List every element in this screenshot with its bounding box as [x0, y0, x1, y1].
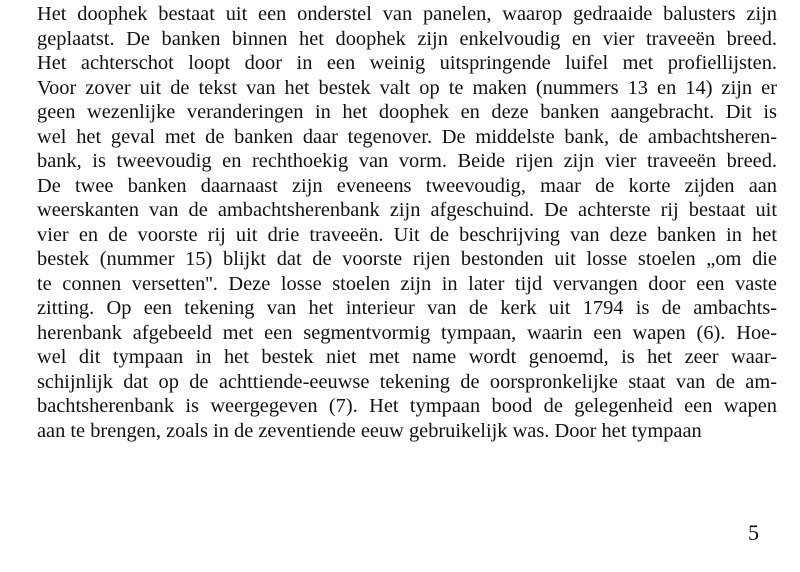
text-line: bank, is tweevoudig en rechthoekig van vorm. Beide rijen zijn vier traveeën breed.: [37, 150, 777, 172]
text-line: geen wezenlijke veranderingen in het doophek en deze banken aangebracht. Dit is: [37, 101, 777, 123]
page-number: 5: [748, 520, 759, 545]
text-line: Het doophek bestaat uit een onderstel van panelen, waarop gedraaide balusters zijn: [37, 3, 777, 25]
text-line: weerskanten van de ambachtsherenbank zijn afgeschuind. De achterste rij bestaat uit: [37, 199, 777, 221]
body-text: [37, 2, 777, 443]
text-line: bestek (nummer 15) blijkt dat de voorste rijen bestonden uit losse stoelen „om die: [37, 248, 777, 270]
text-line: Voor zover uit de tekst van het bestek valt op te maken (nummers 13 en 14) zijn er: [37, 76, 777, 99]
text-line: vier en de voorste rij uit drie traveeën. Uit de beschrijving van deze banken in het: [37, 223, 777, 246]
text-line: geplaatst. De banken binnen het doophek zijn enkelvoudig en vier traveeën breed.: [37, 27, 777, 50]
text-line: aan te brengen, zoals in de zeventiende eeuw gebruikelijk was. Door het tympaan: [37, 419, 702, 442]
text-line: schijnlijk dat op de achttiende-eeuwse tekening de oorspronkelijke staat van de am-: [37, 370, 777, 393]
text-line: Het achterschot loopt door in een weinig uitspringende luifel met profiellijsten.: [37, 52, 777, 74]
text-line: De twee banken daarnaast zijn eveneens tweevoudig, maar de korte zijden aan: [37, 174, 777, 197]
text-line: zitting. Op een tekening van het interieur van de kerk uit 1794 is de ambachts-: [37, 297, 777, 319]
text-line: bachtsherenbank is weergegeven (7). Het tympaan bood de gelegenheid een wapen: [37, 395, 777, 417]
text-line: herenbank afgebeeld met een segmentvormig tympaan, waarin een wapen (6). Hoe-: [37, 321, 777, 344]
text-line: wel het geval met de banken daar tegenover. De middelste bank, de ambachtsheren-: [37, 125, 777, 148]
text-line: te connen versetten''. Deze losse stoelen zijn in later tijd vervangen door een vaste: [37, 272, 777, 295]
text-line: wel dit tympaan in het bestek niet met name wordt genoemd, is het zeer waar-: [37, 346, 777, 368]
